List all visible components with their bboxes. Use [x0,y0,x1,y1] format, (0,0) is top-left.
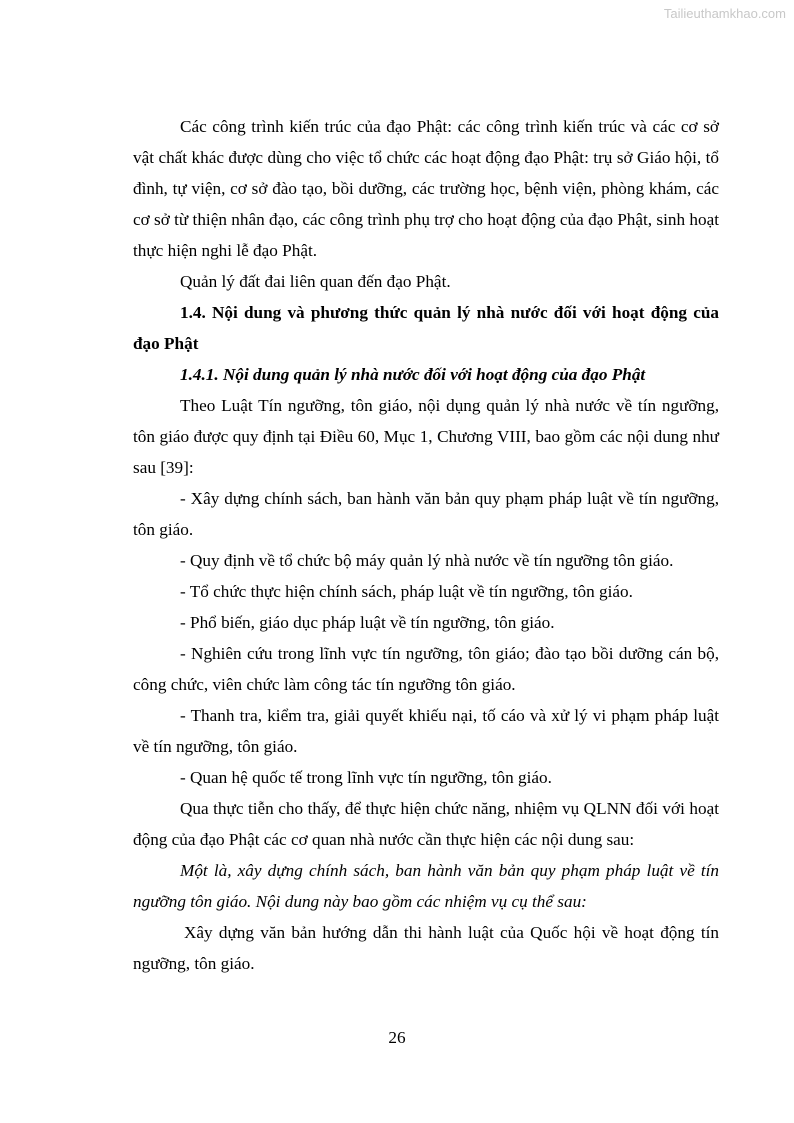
list-item: - Xây dựng chính sách, ban hành văn bản quy phạm pháp luật về tín ngưỡng, tôn giáo. [133,489,719,539]
paragraph-practice: Qua thực tiễn cho thấy, để thực hiện chức năng, nhiệm vụ QLNN đối với hoạt động của đạo Phật các cơ quan nhà nước cần thực hiện các nội dung sau: [133,799,719,849]
paragraph-architecture: Các công trình kiến trúc của đạo Phật: các công trình kiến trúc và các cơ sở vật chất khác được dùng cho việc tổ chức các hoạt động đạo Phật: trụ sở Giáo hội, tổ đình, tự viện, cơ sở đào tạo, bồi dưỡng, các trường học, bệnh viện, phòng khám, các cơ sở từ thiện nhân đạo, các công trình phụ trợ cho hoạt động của đạo Phật, sinh hoạt thực hiện nghi lễ đạo Phật. [133,117,719,260]
paragraph-law-reference: Theo Luật Tín ngưỡng, tôn giáo, nội dụng quản lý nhà nước về tín ngưỡng, tôn giáo được quy định tại Điều 60, Mục 1, Chương VIII, bao gồm các nội dung như sau [39]: [133,396,719,477]
page-number: 26 [388,1028,406,1047]
subsection-heading-1-4-1: 1.4.1. Nội dung quản lý nhà nước đối với hoạt động của đạo Phật [180,365,646,384]
page-body [133,111,719,979]
section-heading-1-4: 1.4. Nội dung và phương thức quản lý nhà nước đối với hoạt động của đạo Phật [133,303,719,353]
list-item: - Quy định về tổ chức bộ máy quản lý nhà nước về tín ngưỡng tôn giáo. [180,551,674,570]
watermark: Tailieuthamkhao.com [663,6,786,21]
list-item: - Quan hệ quốc tế trong lĩnh vực tín ngưỡng, tôn giáo. [180,768,552,787]
list-item: - Thanh tra, kiểm tra, giải quyết khiếu nại, tố cáo và xử lý vi phạm pháp luật về tín ngưỡng, tôn giáo. [133,706,719,756]
list-item: - Phổ biến, giáo dục pháp luật về tín ngưỡng, tôn giáo. [180,613,555,632]
paragraph-first-task: Một là, xây dựng chính sách, ban hành văn bản quy phạm pháp luật về tín ngưỡng tôn giáo. Nội dung này bao gồm các nhiệm vụ cụ thể sau: [133,861,719,911]
paragraph-guidance-docs: Xây dựng văn bản hướng dẫn thi hành luật của Quốc hội về hoạt động tín ngưỡng, tôn giáo. [133,923,719,973]
paragraph-land-management: Quản lý đất đai liên quan đến đạo Phật. [180,272,451,291]
list-item: - Tổ chức thực hiện chính sách, pháp luật về tín ngưỡng, tôn giáo. [180,582,633,601]
list-item: - Nghiên cứu trong lĩnh vực tín ngưỡng, tôn giáo; đào tạo bồi dưỡng cán bộ, công chức, viên chức làm công tác tín ngưỡng tôn giáo. [133,644,719,694]
